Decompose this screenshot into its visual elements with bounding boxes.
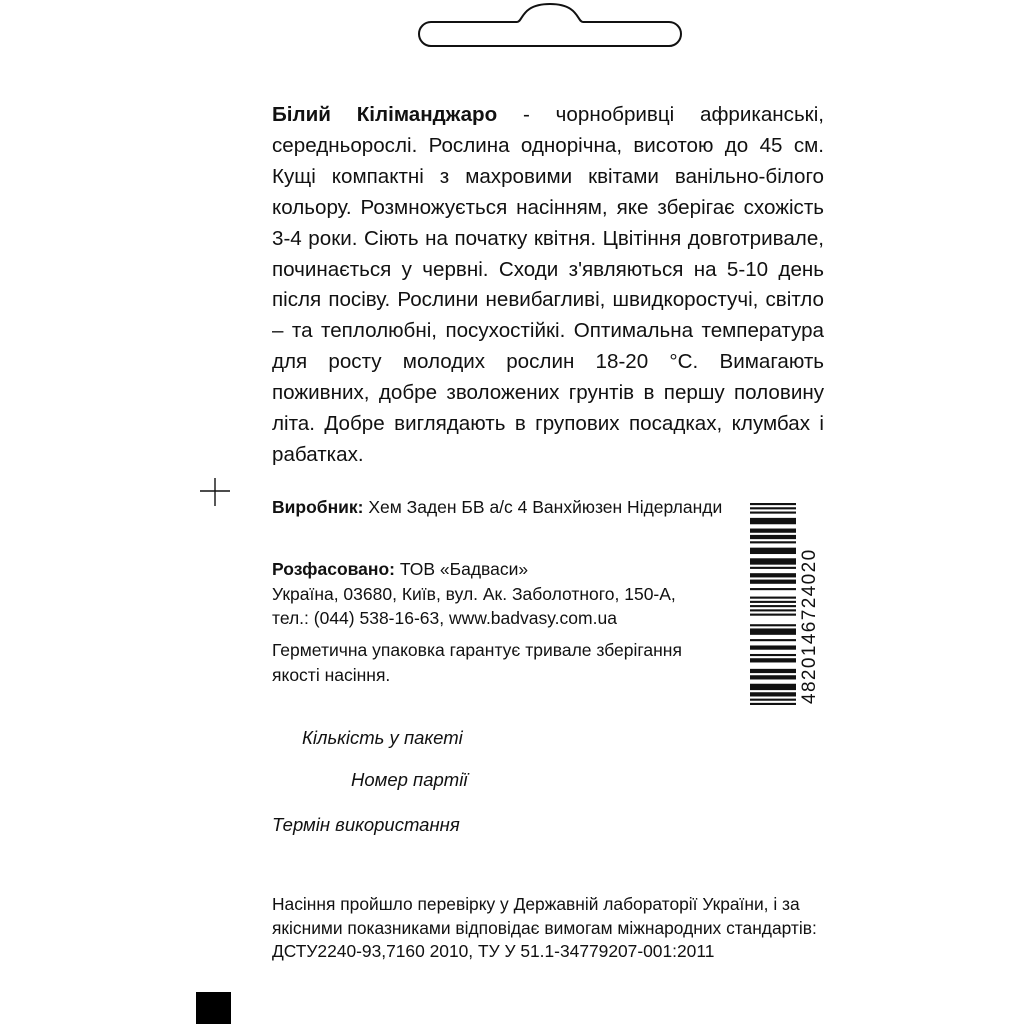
barcode-bar (750, 512, 796, 514)
barcode-bar (750, 703, 796, 705)
barcode-bar (750, 624, 796, 626)
registration-cross-mark (200, 478, 230, 506)
packer-company: ТОВ «Бадваси» (394, 559, 529, 579)
barcode-bar (750, 503, 796, 505)
barcode-bar (750, 597, 796, 599)
barcode-bar (750, 645, 796, 649)
packer-label: Розфасовано: (272, 559, 395, 579)
packer-address: Україна, 03680, Київ, вул. Ак. Заболотного, 150-А, (272, 583, 676, 604)
barcode-bar (750, 692, 796, 696)
barcode-bar (750, 535, 796, 539)
barcode-bar (750, 529, 796, 533)
producer-value: Хем Заден БВ а/с 4 Ванхйюзен Нідерланди (363, 497, 723, 517)
producer-info (272, 495, 732, 520)
certification-line-2: якісними показниками відповідає вимогам міжнародних стандартів: (272, 917, 817, 938)
barcode-bar (750, 588, 796, 590)
barcode-bar (750, 558, 796, 564)
packer-info (272, 557, 732, 631)
barcode-bar (750, 658, 796, 662)
barcode-bar (750, 639, 796, 641)
barcode-bar (750, 518, 796, 524)
barcode-bar (750, 567, 796, 569)
product-description (272, 100, 824, 471)
barcode-bar (750, 669, 796, 673)
hermetic-note: Герметична упаковка гарантує тривале зберігання якості насіння. (272, 640, 682, 685)
barcode-bar (750, 605, 796, 607)
barcode-digits: 4820146724020 (799, 548, 820, 704)
product-name: Білий Кіліманджаро (272, 103, 498, 126)
batch-number-label: Номер партії (351, 769, 468, 790)
barcode-bar (750, 548, 796, 554)
barcode-bar (750, 609, 796, 611)
barcode-bar (750, 614, 796, 616)
producer-label: Виробник: (272, 497, 364, 517)
barcode-bar (750, 580, 796, 584)
barcode-bar (750, 684, 796, 690)
expiry-term-label: Термін використання (272, 814, 460, 835)
packer-company-line (272, 557, 732, 582)
hang-hole-outline (417, 0, 683, 50)
certification-line-3: ДСТУ2240-93,7160 2010, ТУ У 51.1-34779207-001:2011 (272, 941, 715, 961)
print-registration-square (196, 992, 231, 1024)
certification-line-1: Насіння пройшло перевірку у Державній лабораторії України, і за (272, 894, 800, 914)
quantity-field-label: Кількість у пакеті (302, 727, 463, 748)
barcode-bar (750, 675, 796, 679)
barcode-bar (750, 573, 796, 577)
barcode-bar (750, 654, 796, 656)
barcode-bar (750, 699, 796, 701)
barcode-bar (750, 541, 796, 543)
barcode-bar (750, 601, 796, 603)
barcode-bar (750, 628, 796, 634)
barcode-bar (750, 507, 796, 509)
certification-note (272, 893, 828, 964)
description-text: - чорнобривці африканські, середньорослі. Рослина однорічна, висотою до 45 см. Кущі компактні з махровими квітами ванільно-білого кольору. Розмножується насінням, яке зберігає схожість 3-4 роки. Сіють на початку квітня. Цвітіння довготривале, починається у червні. Сходи з'являються на 5-10 день після посіву. Рослини невибагливі, швидкоростучі, світло – та теплолюбні, посухостійкі. Оптимальна температура для росту молодих рослин 18-20 °С. Вимагають поживних, добре зволожених грунтів в першу половину літа. Добре виглядають в групових посадках, клумбах і рабатках. (272, 103, 824, 466)
packer-contacts: тел.: (044) 538-16-63, www.badvasy.com.ua (272, 608, 617, 628)
